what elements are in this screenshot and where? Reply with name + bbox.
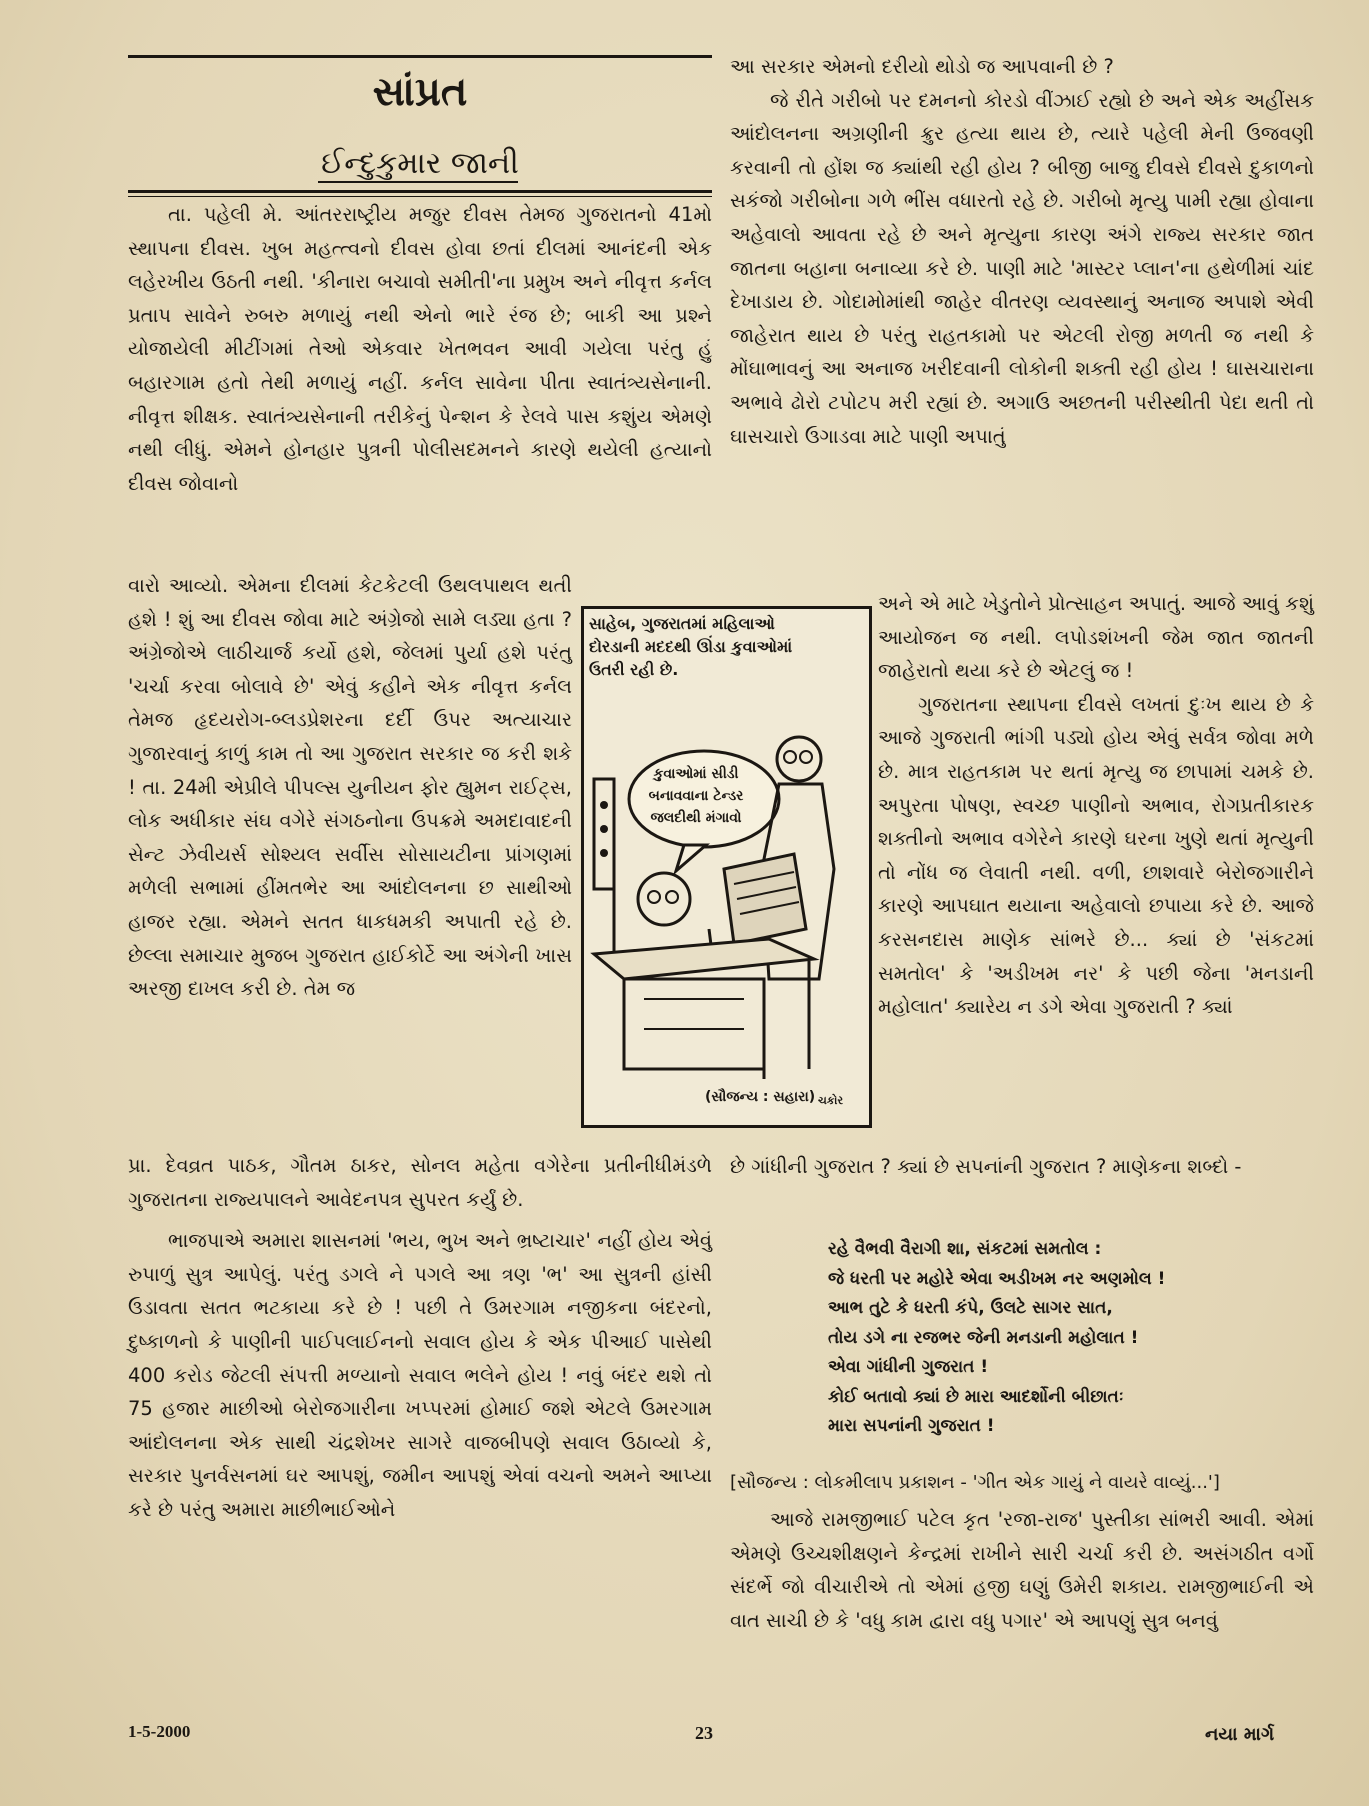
paragraph: આજે રામજીભાઈ પટેલ કૃત 'રજા-રાજ' પુસ્તીકા સાંભરી આવી. એમાં એમણે ઉચ્ચશીક્ષણને કેન્દ્રમાં રાખીને સારી ચર્ચા કરી છે. અસંગઠીત વર્ગો સંદર્ભે જો વીચારીએ તો એમાં હજી ઘણું ઉમેરી શકાય. રામજીભાઈની એ વાત સાચી છે કે 'વધુ કામ દ્વારા વધુ પગાર' એ આપણું સુત્ર બનવું	[730, 1508, 1314, 1632]
poem-credit: [સૌજન્ય : લોકમીલાપ પ્રકાશન - 'ગીત એક ગાયું ને વાયરે વાવ્યું...']	[730, 1472, 1220, 1493]
cartoon-drawing	[584, 609, 869, 1125]
paragraph: જે રીતે ગરીબો પર દમનનો કોરડો વીંઝાઈ રહ્યો છે અને એક અહીંસક આંદોલનના અગ્રણીની ક્રુર હત્યા થાય છે, ત્યારે પહેલી મેની ઉજવણી કરવાની તો હોંશ જ ક્યાંથી રહી હોય ? બીજી બાજુ દીવસે દીવસે દુકાળનો સકંજો ગરીબોના ગળે ભીંસ વધારતો રહે છે. ગરીબો મૃત્યુ પામી રહ્યા હોવાના અહેવાલો આવતા રહે છે અને મૃત્યુના કારણ અંગે રાજ્ય સરકાર જાત જાતના બહાના બનાવ્યા કરે છે. પાણી માટે 'માસ્ટર પ્લાન'ના હથેળીમાં ચાંદ દેખાડાય છે. ગોદામોમાંથી જાહેર વીતરણ વ્યવસ્થાનું અનાજ અપાશે એવી જાહેરાત થાય છે પરંતુ રાહતકામો પર એટલી રોજી મળતી જ નથી કે મોંઘાભાવનું આ અનાજ ખરીદવાની લોકોની શક્તી રહી હોય ! ઘાસચારાના અભાવે ઢોરો ટપોટપ મરી રહ્યાં છે. અગાઉ અછતની પરીસ્થીતી પેદા થતી તો ઘાસચારો ઉગાડવા માટે પાણી અપાતું	[730, 88, 1314, 448]
poem-line: મારા સપનાંની ગુજરાત !	[828, 1416, 995, 1436]
poem-line: કોઈ બતાવો ક્યાં છે મારા આદર્શોની બીછાતઃ	[828, 1386, 1124, 1407]
author-name: ઈન્દુકુમાર જાની	[321, 146, 519, 181]
right-column-wrap	[878, 587, 1314, 1024]
poem	[828, 1235, 1298, 1442]
cartoon-caption: સાહેબ, ગુજરાતમાં મહિલાઓ દોરડાની મદદથી ઊંડા કુવાઓમાં ઉતરી રહી છે.	[589, 614, 793, 679]
top-rule	[128, 55, 712, 58]
poem-line: જે ધરતી પર મહોરે એવા અડીખમ નર અણમોલ !	[828, 1268, 1166, 1289]
right-column-continued	[730, 1150, 1314, 1184]
poem-line: રહે વૈભવી વૈરાગી શા, સંકટમાં સમતોલ :	[828, 1239, 1102, 1259]
left-column-wrap	[128, 569, 572, 1006]
left-column-bottom	[128, 1149, 712, 1527]
cartoon-speech-bubble: કુવાઓમાં સીડી બનાવવાના ટેન્ડર જલદીથી મંગાવો	[648, 766, 744, 826]
paragraph: તા. પહેલી મે. આંતરરાષ્ટ્રીય મજુર દીવસ તેમજ ગુજરાતનો 41મો સ્થાપના દીવસ. ખુબ મહત્ત્વનો દીવસ હોવા છતાં દીલમાં આનંદની એક લહેરખીય ઉઠતી નથી. 'કીનારા બચાવો સમીતી'ના પ્રમુખ અને નીવૃત્ત કર્નલ પ્રતાપ સાવેને રુબરુ મળાયું નથી એનો ભારે રંજ છે; બાકી આ પ્રશ્ને યોજાયેલી મીટીંગમાં તેઓ એકવાર ખેતભવન આવી ગયેલા પરંતુ હું બહારગામ હતો તેથી મળાયું નહીં. કર્નલ સાવેના પીતા સ્વાતંત્ર્યસેનાની. નીવૃત્ત શીક્ષક. સ્વાતંત્ર્યસેનાની તરીકેનું પેન્શન કે રેલવે પાસ કશુંય એમણે નથી લીધું. એમને હોનહાર પુત્રની પોલીસદમનને કારણે થયેલી હત્યાનો દીવસ જોવાનો	[128, 203, 712, 495]
column-title: સાંપ્રત	[372, 69, 468, 115]
right-column-bottom	[730, 1503, 1314, 1637]
header-rule	[128, 190, 712, 193]
poem-line: એવા ગાંધીની ગુજરાત !	[828, 1357, 989, 1377]
paragraph: વારો આવ્યો. એમના દીલમાં કેટકેટલી ઉથલપાથલ થતી હશે ! શું આ દીવસ જોવા માટે અંગ્રેજો સામે લડ્યા હતા ? અંગ્રેજોએ લાઠીચાર્જ કર્યો હશે, જેલમાં પુર્યા હશે પરંતુ 'ચર્ચા કરવા બોલાવે છે' એવું કહીને એક નીવૃત્ત કર્નલ તેમજ હૃદયરોગ-બ્લડપ્રેશરના દર્દી ઉપર અત્યાચાર ગુજારવાનું કાળું કામ તો આ ગુજરાત સરકાર જ કરી શકે ! તા. 24મી એપ્રીલે પીપલ્સ યુનીયન ફોર હ્યુમન રાઈટ્સ, લોક અધીકાર સંઘ વગેરે સંગઠનોના ઉપક્રમે અમદાવાદની સેન્ટ ઝેવીયર્સ સોશ્યલ સર્વીસ સોસાયટીના પ્રાંગણમાં મળેલી સભામાં હીંમતભેર આ આંદોલનના છ સાથીઓ હાજર રહ્યા. એમને સતત ધાકધમકી અપાતી રહે છે. છેલ્લા સમાચાર મુજબ ગુજરાત હાઈકોર્ટે આ અંગેની ખાસ અરજી દાખલ કરી છે. તેમ જ	[128, 574, 572, 1001]
paragraph: આ સરકાર એમનો દરીયો થોડો જ આપવાની છે ?	[730, 55, 1114, 78]
paragraph: ભાજપાએ અમારા શાસનમાં 'ભય, ભુખ અને ભ્રષ્ટાચાર' નહીં હોય એવું રુપાળું સુત્ર આપેલું. પરંતુ ડગલે ને પગલે આ ત્રણ 'ભ' આ સુત્રની હાંસી ઉડાવતા સતત ભટકાયા કરે છે ! પછી તે ઉમરગામ નજીકના બંદરનો, દુષ્કાળનો કે પાણીની પાઈપલાઈનનો સવાલ હોય કે એક પીઆઈ પાસેથી 400 કરોડ જેટલી સંપત્તી મળ્યાનો સવાલ ભલેને હોય ! નવું બંદર થશે તો 75 હજાર માછીઓ બેરોજગારીના ખપ્પરમાં હોમાઈ જશે એટલે ઉમરગામ આંદોલનના એક સાથી ચંદ્રશેખર સાગરે વાજબીપણે સવાલ ઉઠાવ્યો કે, સરકાર પુનર્વસનમાં ઘર આપશું, જમીન આપશું એવાં વચનો અમને આપ્યા કરે છે પરંતુ અમારા માછીભાઈઓને	[128, 1229, 712, 1521]
left-column-top	[128, 198, 712, 500]
poem-line: તોય ડગે ના રજભર જેની મનડાની મહોલાત !	[828, 1327, 1139, 1348]
paragraph: પ્રા. દેવવ્રત પાઠક, ગૌતમ ઠાકર, સોનલ મહેતા વગેરેના પ્રતીનીધીમંડળે ગુજરાતના રાજ્યપાલને આવેદનપત્ર સુપરત કર્યું છે.	[128, 1154, 712, 1211]
magazine-name: નયા માર્ગ	[1205, 1724, 1275, 1745]
cartoon-illustration	[581, 606, 872, 1128]
poem-line: આભ તુટે કે ધરતી કંપે, ઉલટે સાગર સાત,	[828, 1298, 1113, 1318]
header-rule-thin	[128, 196, 712, 197]
paragraph: અને એ માટે ખેડુતોને પ્રોત્સાહન અપાતું. આજે આવું કશું આયોજન જ નથી. લપોડશંખની જેમ જાત જાતની જાહેરાતો થયા કરે છે એટલું જ !	[878, 592, 1314, 683]
cartoonist-signature: ચકોર	[818, 1094, 844, 1107]
paragraph: છે ગાંધીની ગુજરાત ? ક્યાં છે સપનાંની ગુજરાત ? માણેકના શબ્દો -	[730, 1155, 1242, 1178]
paragraph: ગુજરાતના સ્થાપના દીવસે લખતાં દુઃખ થાય છે કે આજે ગુજરાતી ભાંગી પડ્યો હોય એવું સર્વત્ર જોવા મળે છે. માત્ર રાહતકામ પર થતાં મૃત્યુ જ છાપામાં ચમકે છે. અપુરતા પોષણ, સ્વચ્છ પાણીનો અભાવ, રોગપ્રતીકારક શક્તીનો અભાવ વગેરેને કારણે ઘરના ખુણે થતાં મૃત્યુની તો નોંધ જ લેવાતી નથી. વળી, છાશવારે બેરોજગારીને કારણે આપઘાત થયાના અહેવાલો છપાયા કરે છે. આજે કરસનદાસ માણેક સાંભરે છે... ક્યાં છે 'સંકટમાં સમતોલ' કે 'અડીખમ નર' કે પછી જેના 'મનડાની મહોલાત' ક્યારેય ન ડગે એવા ગુજરાતી ? ક્યાં	[878, 692, 1314, 1019]
author-underline	[318, 181, 518, 183]
page-number: 23	[695, 1723, 713, 1743]
cartoon-credit: (સૌજન્ય : સહારા)	[705, 1089, 816, 1105]
right-column-top	[730, 50, 1314, 453]
footer-date: 1-5-2000	[128, 1722, 191, 1741]
